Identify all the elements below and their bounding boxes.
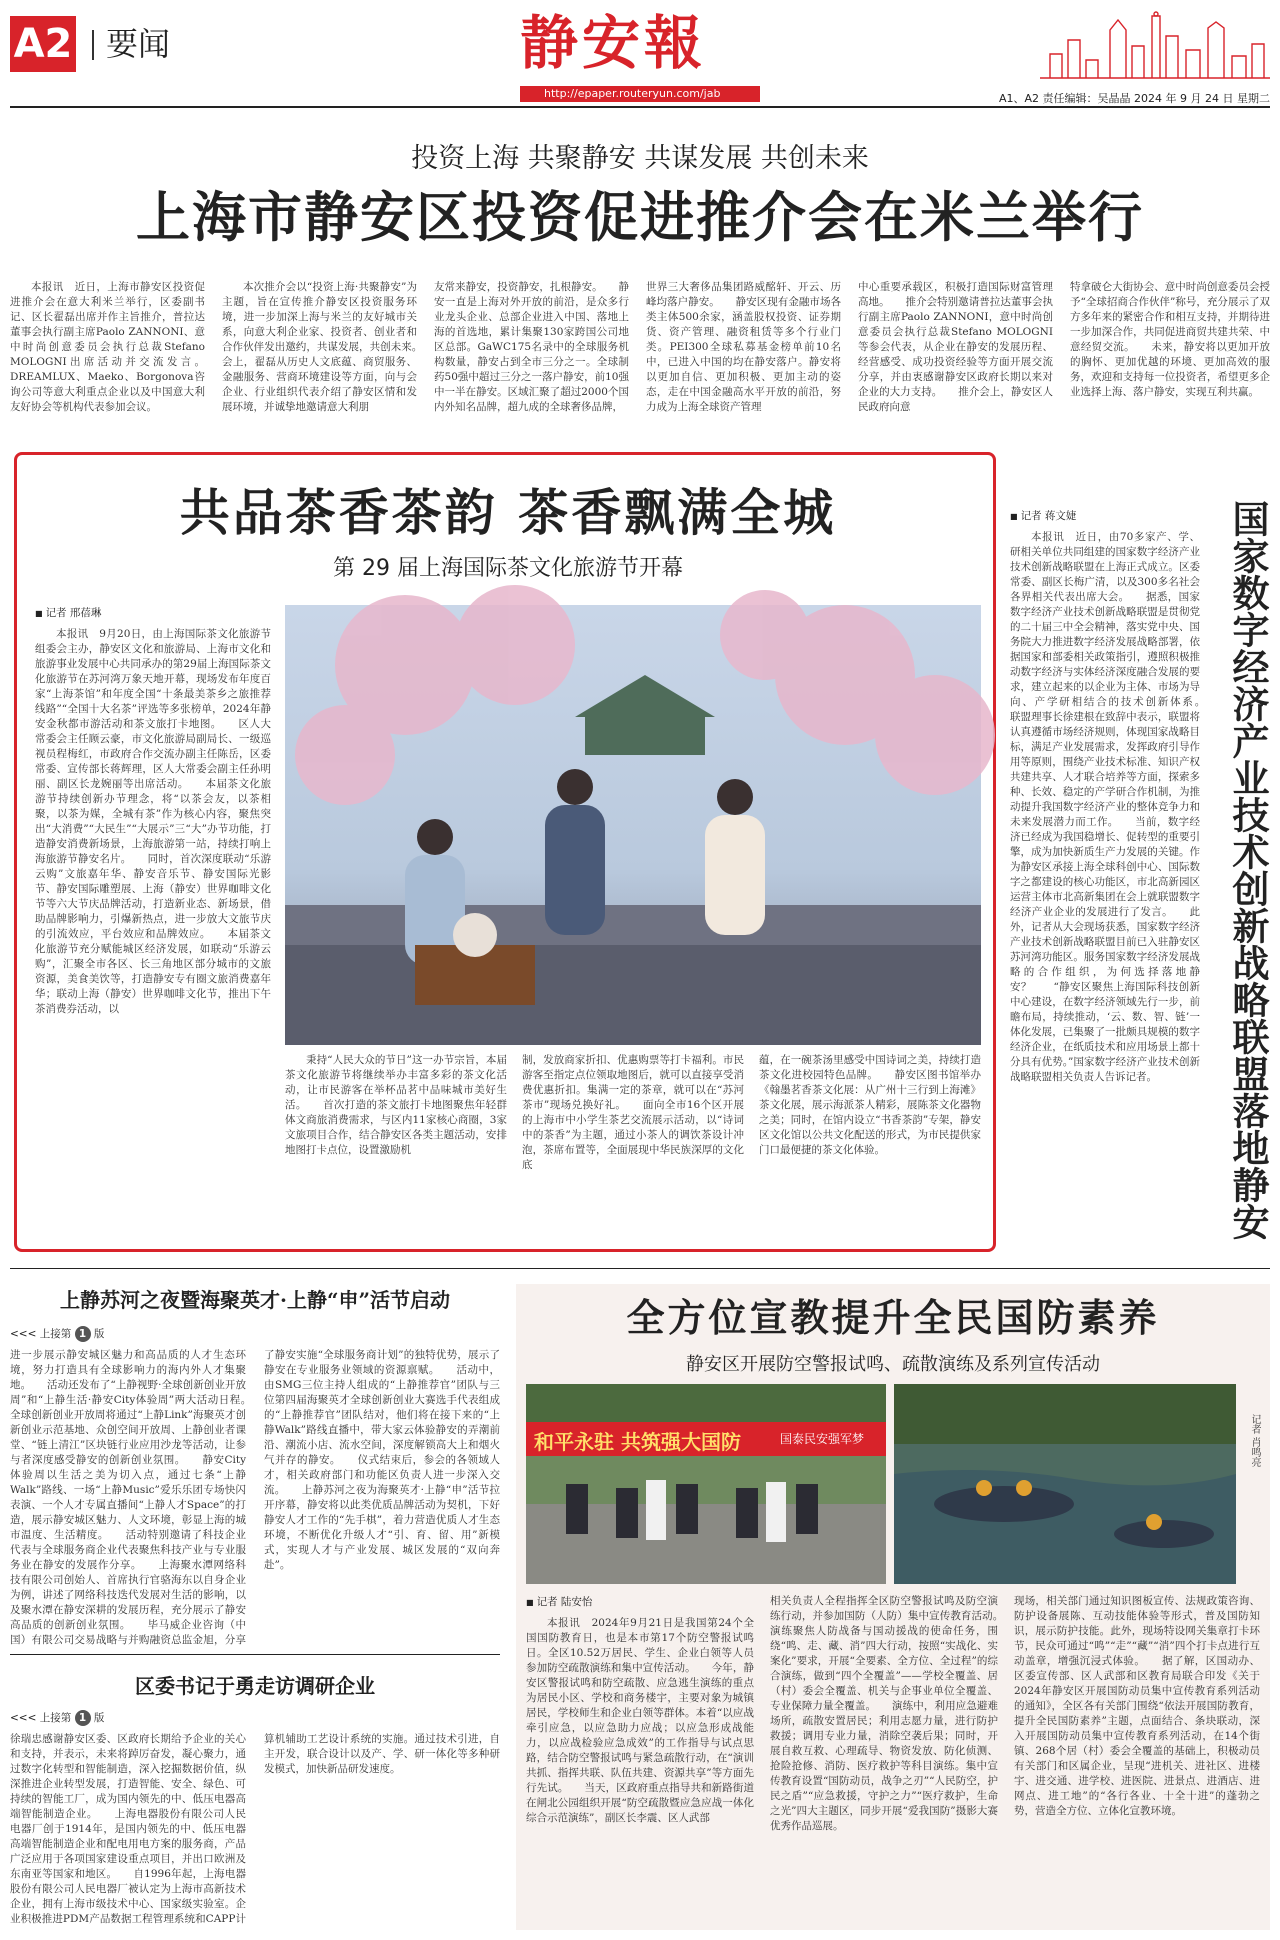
suhe-jump-page[interactable]: 1 <box>75 1326 91 1342</box>
lead-col-2: 本次推介会以“投资上海·共聚静安”为主题，旨在宣传推介静安区投资服务环境，进一步加深上海与米兰的友好城市关系，向意大利企业家、投资者、创业者和合作伙伴发出邀约，共谋发展，共创未来。 会上，翟磊从历史人文底蕴、商贸服务、金融服务、营商环境建设等方面，向与会企业、行业组织代表介绍了静安区情和发展环境，并诚挚地邀请意大利朋 <box>222 281 438 413</box>
tea-byline: ■ 记者 邢蓓琳 <box>35 605 101 620</box>
lead-col-1: 本报讯 近日，上海市静安区投资促进推介会在意大利米兰举行，区委副书记、区长翟磊出席并作主旨推介，普拉达董事会执行副主席Paolo ZANNONI、意中时尚创意委员会执行总裁Stefano MOLOGNI出席活动并交流发言。DREAMLUX、Maeko、Borgonova咨询公司等意大利重点企业以及中国意大利友好协会等机构代表参加会议。 <box>10 281 205 413</box>
defense-col-1: 本报讯 2024年9月21日是我国第24个全国国防教育日，也是本市第17个防空警报试鸣日。全区10.52万居民、学生、企业白领等人员参加防空疏散演练和集中宣传活动。 今年，静安区警报试鸣和防空疏散、应急逃生演练的重点为居民小区、学校和商务楼宇，主要对象为城镇居民，学校师生和企业白领等群体。本着“以应战牵引应急，以应急助力应战；以应急形成战能力，以应战检验应急成效”的工作指导与试点思路，结合防空警报试鸣与紧急疏散行动，在“演训共抓、指挥共联、队伍共建、资源共享”等方面先行先试。 当天，区政府重点指导共和新路街道在闸北公园组织开展“防空疏散暨应急应战一体化综合示范演练”，副区长李震、区人武部 <box>526 1617 754 1824</box>
lead-col-4: 世界三大奢侈品集团路威酩轩、开云、历峰均落户静安。 静安区现有金融市场各类主体500余家，涵盖股权投资、证券期货、资产管理、融资租赁等多个行业门类。PEI300全球私募基金榜单前10名中，已进入中国的均在静安落户。静安将以更加自信、更加积极、更加主动的姿态，走在中国金融高水平开放的前沿，努力成为上海全球资产管理 <box>646 281 841 413</box>
lead-headline: 上海市静安区投资促进推介会在米兰举行 <box>136 185 1144 249</box>
defense-headline: 全方位宣教提升全民国防素养 <box>626 1295 1160 1340</box>
defense-banner-text: 和平永驻 共筑强大国防 <box>534 1430 741 1454</box>
suhe-headline: 上静苏河之夜暨海聚英才·上静“申”活节启动 <box>60 1288 450 1312</box>
suhe-body <box>10 1348 500 1648</box>
lead-col-6: 特拿破仑大街协会、意中时尚创意委员会授予“全球招商合作伙伴”称号，充分展示了双方多年来的紧密合作和相互支持，并期待进一步加深合作，共同促进商贸共建共荣、中意经贸交流。 未来，静安将以更加开放的胸怀、更加优越的环境、更加高效的服务，欢迎和支持每一位投资者，希望更多企业选择上海、落户静安，实现互利共赢。 <box>1070 281 1270 398</box>
tea-story-box <box>14 452 996 1252</box>
skyline-icon <box>1040 10 1270 80</box>
masthead-url: http://epaper.routeryun.com/jab <box>520 86 760 102</box>
study-jump-label: <<< 上接第 <box>10 1712 72 1724</box>
digital-body: 本报讯 近日，由70多家产、学、研相关单位共同组建的国家数字经济产业技术创新战略联盟在上海正式成立。区委常委、副区长梅广清，以及300多名社会各界相关代表出席大会。 据悉，国家数字经济产业技术创新战略联盟是贯彻党的二十届三中全会精神，落实党中央、国务院大力推进数字经济发展战略部署，依据国家和部委相关政策指引，遵照积极推动数字经济与实体经济深度融合发展的要求，建立起来的以企业为主体、市场为导向、产学研相结合的技术创新体系。 联盟理事长徐建根在致辞中表示，联盟将认真遵循市场经济规则，体现国家战略目标，满足产业发展需求，发挥政府引导作用等原则，围绕产业技术标准、知识产权共建共享、人才联合培养等方面，探索多种、长效、稳定的产学研合作机制，为推动提升我国数字经济产业的整体竞争力和未来发展潜力而工作。 当前，数字经济已经成为我国稳增长、促转型的重要引擎，成为加快新质生产力发展的关键。作为静安区承接上海全球科创中心、国际数字之都建设的核心功能区，市北高新园区运营主体市北高新集团在会上就联盟数字经济产业企业的发展进行了发言。 此外，记者从大会现场获悉，国家数字经济产业技术创新战略联盟目前已入驻静安区苏河湾功能区。服务国家数字经济发展战略的合作组织，为何选择落地静安？ “静安区聚焦上海国际科技创新中心建设，在数字经济领域先行一步，前瞻布局，持续推动，‘云、数、智、链’一体化发展，已集聚了一批颇具规模的数字经济企业，在纸质技术和应用场景上都十分具有优势。”国家数字经济产业技术创新战略联盟相关负责人告诉记者。 <box>1010 531 1221 1083</box>
defense-subhead: 静安区开展防空警报试鸣、疏散演练及系列宣传活动 <box>686 1354 1100 1375</box>
lead-col-5: 中心重要承载区，积极打造国际财富管理高地。 推介会特别邀请普拉达董事会执行副主席Paolo ZANNONI，意中时尚创意委员会执行总裁Stefano MOLOGNI等参会代表，从企业在静安的发展历程、经营感受、成功投资经验等方面开展交流分享，并由衷感谢静安区政府长期以来对企业的大力支持。 推介会上，静安区人民政府向意 <box>858 281 1053 413</box>
suhe-jump-suffix: 版 <box>93 1328 105 1340</box>
digital-byline: ■ 记者 蒋文婕 <box>1010 508 1076 523</box>
masthead-logo: 静安報 <box>520 9 707 77</box>
defense-banner-text-2: 国泰民安强军梦 <box>780 1432 865 1446</box>
lead-col-3: 友常来静安，投资静安，扎根静安。 静安一直是上海对外开放的前沿，是众多行业龙头企业、总部企业进入中国、落地上海的首选地，累计集聚130家跨国公司地区总部。GaWC175名录中的全球服务机构数量，静安占到全市三分之一。全球制药50强中超过三分之一落户静安，前10强中一半在静安。区域汇聚了超过2000个国内外知名品牌，超九成的全球奢侈品牌， <box>434 281 629 413</box>
header-rule <box>10 106 1270 108</box>
lead-columns <box>10 280 1270 440</box>
study-jump <box>10 1710 104 1726</box>
suhe-body-text: 进一步展示静安城区魅力和高品质的人才生态环境，努力打造具有全球影响力的海内外人才集聚地。 活动还发布了“上静视野·全球创新创业开放周”和“上静生活·静安City体验周”两大活动日程。 全球创新创业开放周将通过“上静Link”海聚英才创新创业示范基地、众创空间开放周、上静创业者课堂、“链上清江”区块链行业应用沙龙等活动，让参与者深度感受静安的创新创业氛围。 静安City体验周以生活之美为切入点，通过七条“上静Walk”路线、一场“上静Music”爱乐乐团专场快闪表演、一个人才专属直播间“上静人才Space”的打造，展示静安城区魅力、人文环境，彰显上海的城市温度、生活精度。 活动特别邀请了科技企业代表与全球服务商企业代表聚焦科技产业与专业服务业在静安的发展作分享。 上海聚水潭网络科技有限公司创始人、首席执行官骆海东以自身企业为例，讲述了网络科技迭代发展对生活的影响，以及聚水潭在静安深耕的发展历程，充分展示了静安高品质的创新创业氛围。 毕马威企业咨询（中国）有限公司交易战略与并购融资总监金旭，分享了静安实施“全球服务商计划”的独特优势，展示了静安在专业服务业领域的资源禀赋。 活动中，由SMG三位主持人组成的“上静推荐官”团队与三位第四届海聚英才全球创新创业大赛选手代表组成的“上静推荐官”团队结对，他们将在接下来的“上静Walk”路线直播中，带大家云体验静安的弄潮前沿、潮流小店、流水空间，深度解锁高大上和烟火气并存的静安。 仪式结束后，参会的各领域人才，相关政府部门和功能区负责人进一步深入交流。 上静苏河之夜为海聚英才·上静“申”活节拉开序幕，静安将以此类优质品牌活动为契机，下好静安人才工作的“先手棋”，着力营造优质人才生态环境，不断优化升级人才“引、育、留、用”新模式，实现人才与产业发展、城区发展的“双向奔赴”。 <box>10 1349 500 1646</box>
study-body-text: 徐瑞忠感谢静安区委、区政府长期给予企业的关心和支持，并表示，未来将踔厉奋发，凝心聚力，通过数字化转型和智能制造，深入挖掘数据价值，纵深推进企业转型发展，打造智能、安全、绿色、可持续的智能工厂，成为国内领先的中、低压电器高端智能制造企业。 上海电器股份有限公司人民电器厂创于1914年，是国内领先的中、低压电器高端智能制造企业和配电用电方案的服务商，产品广泛应用于各项国家建设重点项目，并出口欧洲及东南亚等国家和地区。 自1996年起，上海电器股份有限公司人民电器厂被认定为上海市高新技术企业，拥有上海市级技术中心、国家级实验室。企业积极推进PDM产品数据工程管理系统和CAPP计算机辅助工艺设计系统的实施。通过技术引进，自主开发，联合设计以及产、学、研一体化等多种研发模式，加快新品研发速度。 <box>10 1733 500 1925</box>
editor-line: A1、A2 责任编辑：吴晶晶 2024 年 9 月 24 日 星期二 <box>998 92 1270 105</box>
defense-photo-credit: 记者 肖鸣亮 <box>1249 1414 1260 1468</box>
section-name: 要闻 <box>106 25 171 63</box>
defense-col-3: 现场，相关部门通过知识图板宣传、法规政策咨询、防护设备展陈、互动技能体验等形式，普及国防知识，展示防护技能。此外，现场特设网关集章打卡环节，民众可通过“鸣”“走”“藏”“消”四个打卡点进行互动盖章，增强沉浸式体验。 据了解，区国动办、区委宣传部、区人武部和区教育局联合印发《关于2024年静安区开展国防动员集中宣传教育系列活动的通知》，全区各有关部门围绕“依法开展国防教育，提升全民国防素养”主题，点面结合、条块联动，深入开展国防动员集中宣传教育系列活动，在14个街镇、268个居（村）委会全覆盖的基础上，积极动员有关部门和区属企业，呈现“进机关、进社区、进楼宇、进交通、进学校、进医院、进景点、进酒店、进网点、进工地”的“各行各业、十全十进”的蓬勃之势，营造全方位、立体化宣教环境。 <box>1014 1595 1260 1817</box>
tea-subhead: 第 29 届上海国际茶文化旅游节开幕 <box>333 556 683 581</box>
tea-ceremony-stage-photo <box>285 605 981 1045</box>
defense-event-photo <box>526 1384 886 1584</box>
defense-col-2: 相关负责人全程指挥全区防空警报试鸣及防空演练行动，并参加国防（人防）集中宣传教育活动。 演练聚焦人防战备与国动援战的使命任务，围绕“鸣、走、藏、消”四大行动，按照“实战化、实案化”要求，开展“全要素、全方位、全过程”的综合演练，做到“四个全覆盖”——学校全覆盖、居（村）委会全覆盖、机关与企事业单位全覆盖、专业保障力量全覆盖。 演练中，利用应急避难场所，疏散安置居民；利用志愿力量，进行防护救援；调用专业力量，消除空袭后果；同时，开展自救互救、心理疏导、物资发放、防化侦测、抢险抢修、消防、医疗救护等科目演练。集中宣传教育设置“国防动员，战争之刃”“人民防空，护民之盾”“应急救援，守护之力”“医疗救护，生命之光”四大主题区，同步开展“爱我国防”摄影大赛优秀作品巡展。 <box>770 1595 1019 1832</box>
defense-byline: ■ 记者 陆安怡 <box>526 1594 592 1609</box>
study-jump-page[interactable]: 1 <box>75 1710 91 1726</box>
page-code: A2 <box>10 16 76 72</box>
study-headline: 区委书记于勇走访调研企业 <box>135 1674 375 1698</box>
suhe-jump <box>10 1326 104 1342</box>
tea-bottom-col-1: 秉持“人民大众的节日”这一办节宗旨，本届茶文化旅游节将继续举办丰富多彩的茶文化活动，让市民游客在举杯品茗中品味城市美好生活。 首次打造的茶文旅打卡地图聚焦年轻群体文商旅消费需求，与区内11家核心商圈，3家文旅项目合作，结合静安区各类主题活动，安排地图打卡点位，设置激励机 <box>285 1054 507 1156</box>
header-divider <box>92 30 94 60</box>
tea-headline: 共品茶香茶韵 茶香飘满全城 <box>179 483 837 542</box>
tea-left-column: 本报讯 9月20日，由上海国际茶文化旅游节组委会主办，静安区文化和旅游局、上海市文化和旅游事业发展中心共同承办的第29届上海国际茶文化旅游节在苏河湾万象天地开幕，现场发布年度百家“上海茶馆”和年度全国“十条最美茶乡之旅推荐线路”“全国十大名茶”评选等多张榜单，2024年静安金秋都市游活动和茶文旅打卡地图。 区人大常委会主任顾云豪，市文化旅游局副局长、一级巡视员程梅红，市政府合作交流办副主任陈岳，区委常委、宣传部长蒋辉理，区人大常委会副主任孙明丽、副区长龙婉丽等出席活动。 本届茶文化旅游节持续创新办节理念，将“以茶会友，以茶相聚，以茶为媒，全城有茶”作为核心内容，聚焦突出“大消费”“大民生”“大展示”三“大”办节功能，打造静安消费新场景，上海旅游第一站，持续打响上海旅游节静安名片。 同时，首次深度联动“乐游云购”文旅嘉年华、静安音乐节、静安国际光影节、静安国际雕塑展、上海（静安）世界咖啡文化节等六大节庆品牌活动，打造新业态、新场景，借助品牌影响力，引爆新热点，进一步放大文旅节庆的引流效应，平台效应和品牌效应。 本届茶文化旅游节充分赋能城区经济发展，如联动“乐游云购”，汇聚全市各区、长三角地区部分城市的文旅资源，美食美饮等，打造静安专有圈文旅消费嘉年华；联动上海（静安）世界咖啡文化节，推出下午茶消费券活动，以 <box>35 628 271 1015</box>
tea-bottom-col-3: 蕴，在一碗茶汤里感受中国诗词之美，持续打造茶文化进校园特色品牌。 静安区图书馆举办《翰墨茗香茶文化展：从广州十三行到上海滩》茶文化展，展示海派茶人精彩，展陈茶文化器物之美；同时，在馆内设立“书香茶韵”专架，静安区文化馆以公共文化配送的形式，为市民提供家门口最便捷的茶文化体验。 <box>759 1054 981 1156</box>
rescue-boat-photo <box>894 1384 1236 1584</box>
tea-bottom-col-2: 制，发放商家折扣、优惠购票等打卡福利。市民游客至指定点位领取地图后，就可以直接享受消费优惠折扣。集满一定的茶章，就可以在“苏河茶市”现场兑换好礼。 面向全市16个区开展的上海市中小学生茶艺交流展示活动，以“诗词中的茶香”为主题，通过小茶人的调饮茶设计冲泡，茶席布置等，全面展现中华民族深厚的文化底 <box>522 1054 744 1171</box>
mid-rule <box>10 1268 1270 1269</box>
study-body <box>10 1732 500 1930</box>
defense-story-box <box>516 1284 1270 1930</box>
digital-vertical-title: 国家数字经济产业技术创新战略联盟落地静安 <box>1226 500 1270 1240</box>
suhe-study-rule <box>10 1654 500 1655</box>
study-jump-suffix: 版 <box>93 1712 105 1724</box>
page-header <box>0 0 1280 110</box>
suhe-jump-label: <<< 上接第 <box>10 1328 72 1340</box>
lead-kicker: 投资上海 共聚静安 共谋发展 共创未来 <box>411 143 869 174</box>
